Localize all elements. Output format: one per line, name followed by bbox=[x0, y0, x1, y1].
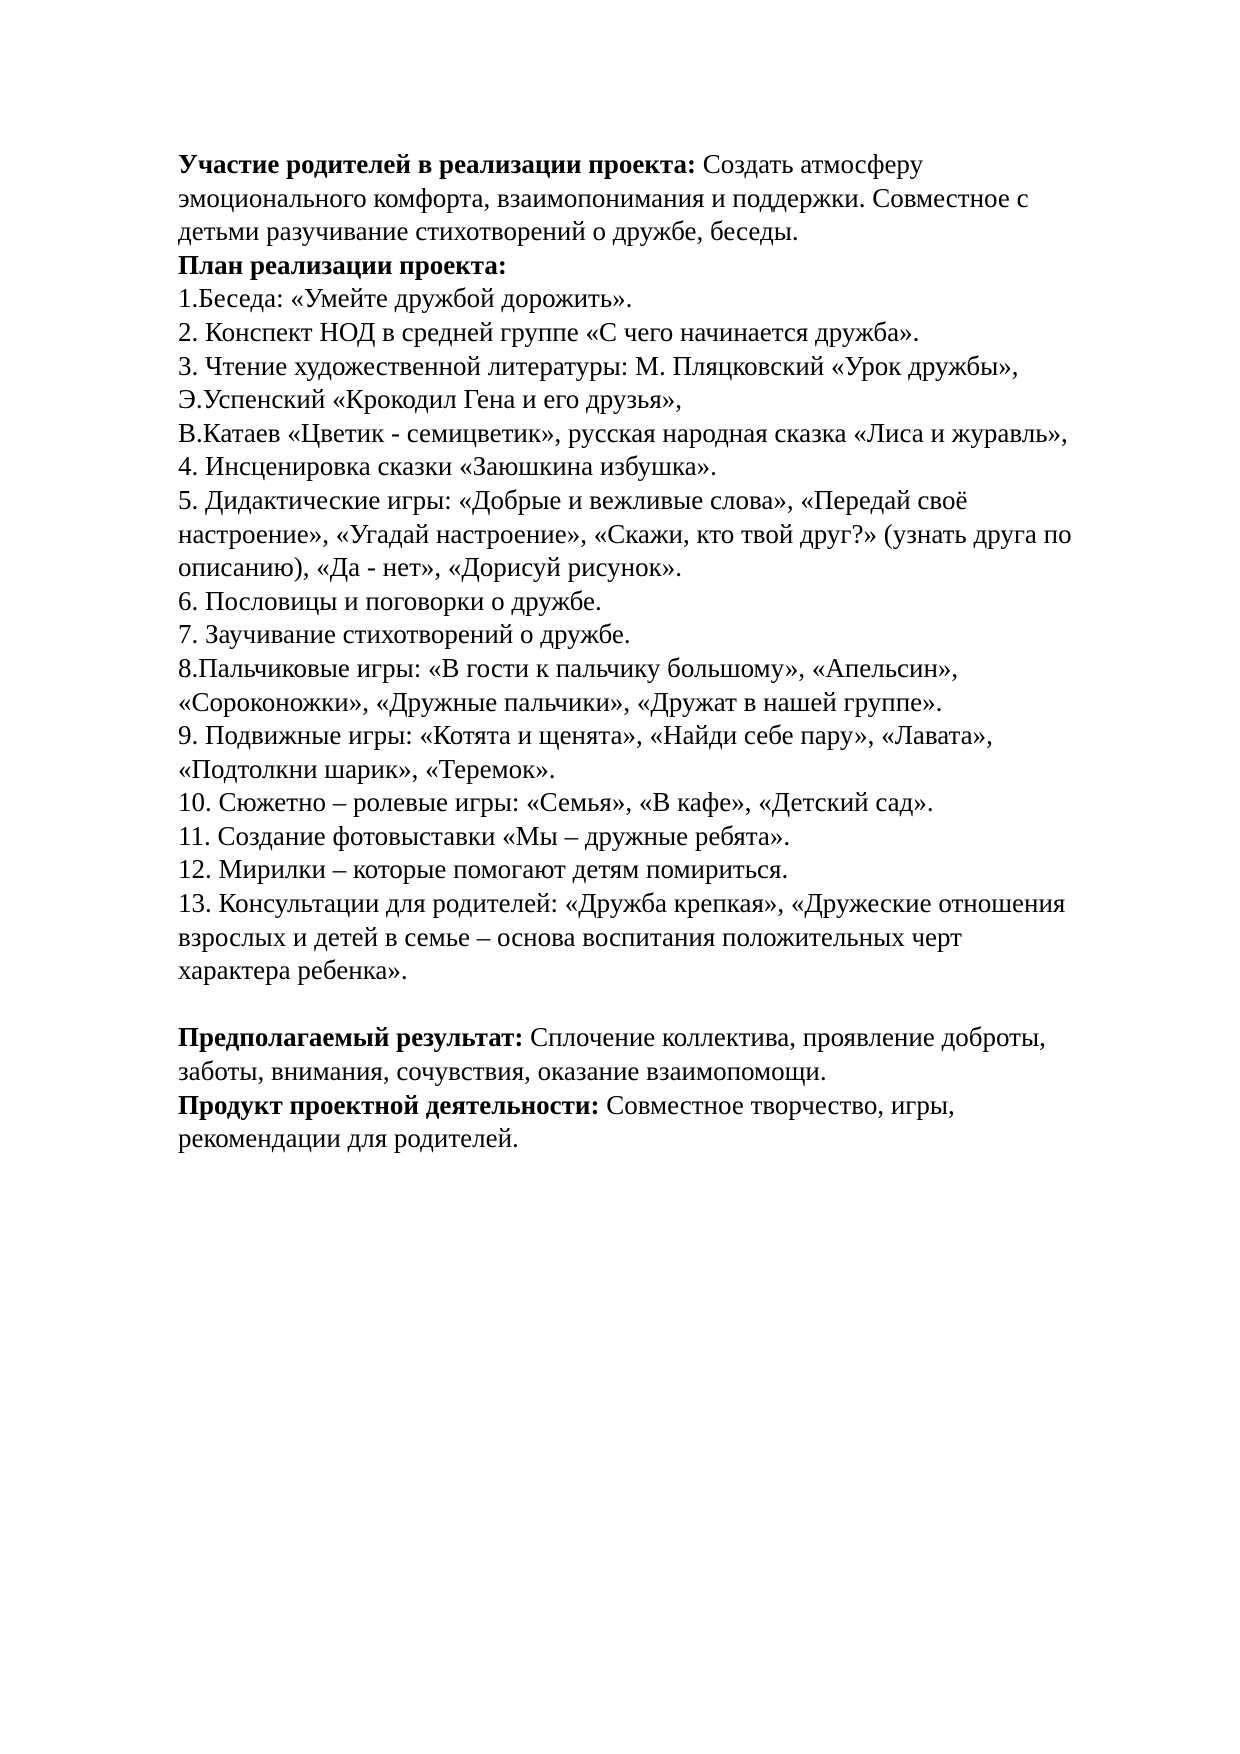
parents-line-1 bbox=[178, 148, 1178, 182]
parents-text-1: Создать атмосферу bbox=[695, 149, 924, 179]
plan-line: 10. Сюжетно – ролевые игры: «Семья», «В кафе», «Детский сад». bbox=[178, 787, 934, 818]
plan-line: 6. Пословицы и поговорки о дружбе. bbox=[178, 585, 602, 616]
plan-line: 4. Инсценировка сказки «Заюшкина избушка». bbox=[178, 451, 717, 482]
product-label: Продукт проектной деятельности: bbox=[178, 1089, 600, 1120]
plan-line: «Сороконожки», «Дружные пальчики», «Дружат в нашей группе». bbox=[178, 686, 943, 717]
plan-line: В.Катаев «Цветик - семицветик», русская народная сказка «Лиса и журавль», bbox=[178, 417, 1068, 448]
plan-line: 9. Подвижные игры: «Котята и щенята», «Найди себе пару», «Лавата», bbox=[178, 720, 993, 751]
result-text-1: Сплочение коллектива, проявление доброты, bbox=[523, 1022, 1046, 1053]
product-line-2: рекомендации для родителей. bbox=[178, 1123, 519, 1154]
plan-line: Э.Успенский «Крокодил Гена и его друзья», bbox=[178, 384, 683, 415]
plan-line: 7. Заучивание стихотворений о дружбе. bbox=[178, 619, 631, 650]
plan-line: настроение», «Угадай настроение», «Скажи, кто твой друг?» (узнать друга по bbox=[178, 518, 1072, 549]
plan-line: 3. Чтение художественной литературы: М. Пляцковский «Урок дружбы», bbox=[178, 350, 1019, 381]
parents-line-3: детьми разучивание стихотворений о дружбе, беседы. bbox=[178, 216, 799, 247]
plan-line: 8.Пальчиковые игры: «В гости к пальчику большому», «Апельсин», bbox=[178, 652, 959, 683]
product-text-1: Совместное творчество, игры, bbox=[599, 1089, 955, 1120]
plan-line: 12. Мирилки – которые помогают детям помириться. bbox=[178, 854, 789, 885]
result-line-2: заботы, внимания, сочувствия, оказание взаимопомощи. bbox=[178, 1056, 827, 1087]
product-line-1 bbox=[178, 1089, 1178, 1123]
result-line-1 bbox=[178, 1021, 1178, 1055]
plan-heading: План реализации проекта: bbox=[178, 249, 507, 280]
plan-line: взрослых и детей в семье – основа воспитания положительных черт bbox=[178, 921, 962, 952]
parents-label: Участие родителей в реализации проекта: bbox=[178, 149, 696, 179]
plan-line: 1.Беседа: «Умейте дружбой дорожить». bbox=[178, 283, 633, 314]
parents-line-2: эмоционального комфорта, взаимопонимания и поддержки. Совместное с bbox=[178, 182, 1029, 213]
plan-line: описанию), «Да - нет», «Дорисуй рисунок». bbox=[178, 552, 682, 583]
plan-line: характера ребенка». bbox=[178, 955, 408, 986]
document-page bbox=[178, 148, 1178, 1156]
plan-line: 13. Консультации для родителей: «Дружба крепкая», «Дружеские отношения bbox=[178, 888, 1066, 919]
plan-line: 2. Конспект НОД в средней группе «С чего начинается дружба». bbox=[178, 316, 920, 347]
paragraph-gap bbox=[178, 988, 1178, 1022]
plan-line: 5. Дидактические игры: «Добрые и вежливые слова», «Передай своё bbox=[178, 484, 968, 515]
plan-line: «Подтолкни шарик», «Теремок». bbox=[178, 753, 556, 784]
plan-line: 11. Создание фотовыставки «Мы – дружные ребята». bbox=[178, 820, 791, 851]
result-label: Предполагаемый результат: bbox=[178, 1022, 524, 1053]
